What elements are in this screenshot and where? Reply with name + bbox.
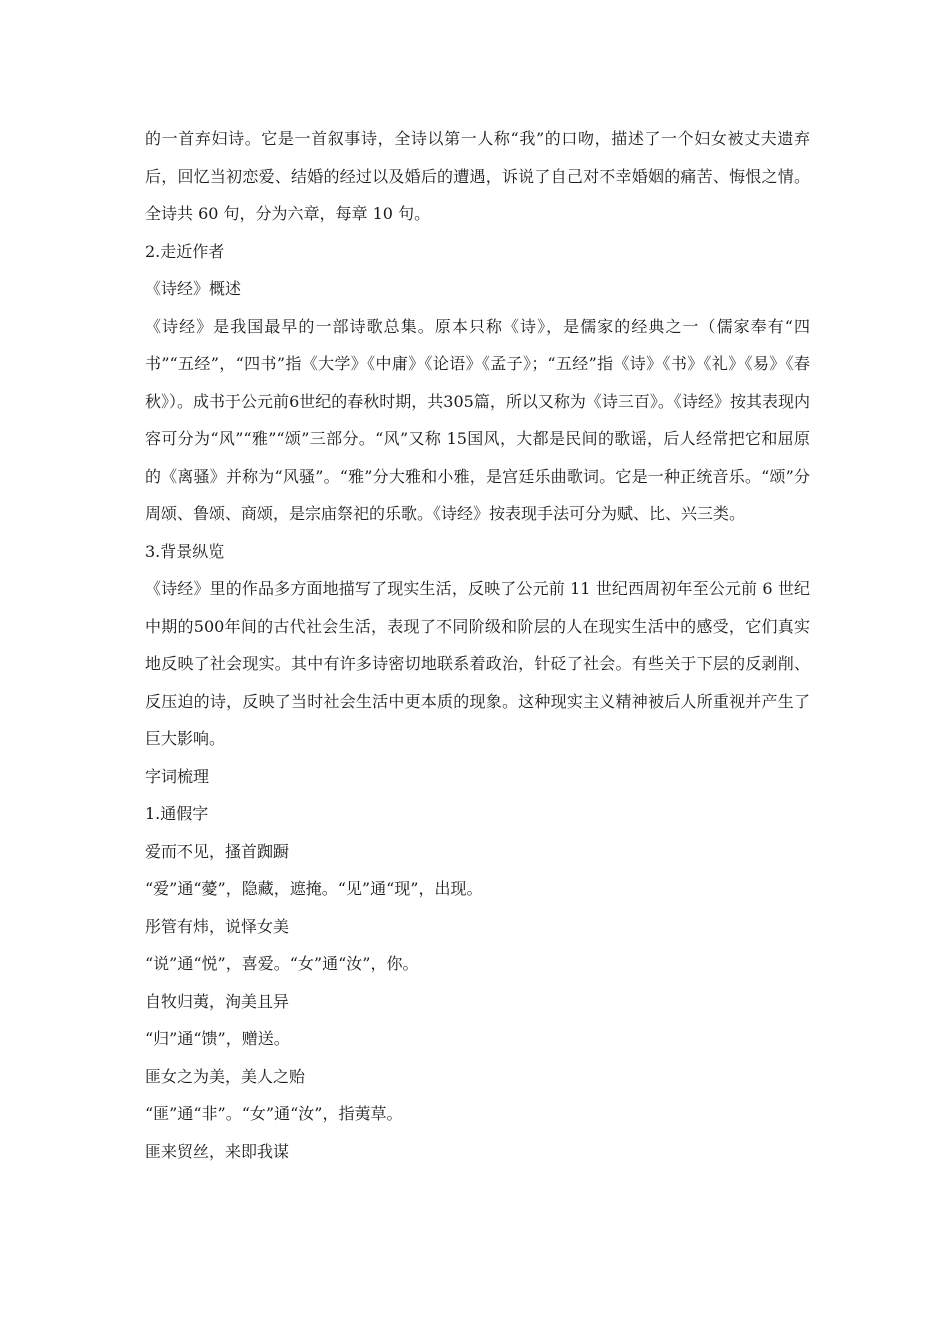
quote-line-2: 彤管有炜，说怿女美	[145, 916, 290, 936]
section-heading-background: 3.背景纵览	[145, 541, 225, 561]
quote-line-5: 匪来贸丝，来即我谋	[145, 1141, 290, 1161]
subheading-tongjiazi: 1.通假字	[145, 804, 209, 823]
section-heading-author: 2.走近作者	[145, 241, 225, 261]
document-page	[145, 120, 810, 1170]
explanation-line-3: “归”通“馈”，赠送。	[145, 1029, 290, 1048]
quote-line-4: 匪女之为美，美人之贻	[145, 1066, 306, 1086]
background-paragraph: 《诗经》里的作品多方面地描写了现实生活，反映了公元前 11 世纪西周初年至公元前 6 世纪中期的500年间的古代社会生活，表现了不同阶级和阶层的人在现实生活中的感受，它们真实地反映了社会现实。其中有许多诗密切地联系着政治，针砭了社会。有些关于下层的反剥削、反压迫的诗，反映了当时社会生活中更本质的现象。这种现实主义精神被后人所重视并产生了巨大影响。	[145, 579, 810, 748]
explanation-line-1: “爱”通“薆”，隐藏，遮掩。“见”通“现”，出现。	[145, 879, 483, 898]
explanation-line-4: “匪”通“非”。“女”通“汝”，指荑草。	[145, 1104, 403, 1123]
quote-line-1: 爱而不见，搔首踟蹰	[145, 841, 290, 861]
quote-line-3: 自牧归荑，洵美且异	[145, 991, 290, 1011]
section-heading-vocab: 字词梳理	[145, 766, 210, 786]
subheading-shijing-overview: 《诗经》概述	[145, 279, 242, 298]
intro-paragraph: 的一首弃妇诗。它是一首叙事诗，全诗以第一人称“我”的口吻，描述了一个妇女被丈夫遗弃后，回忆当初恋爱、结婚的经过以及婚后的遭遇，诉说了自己对不幸婚姻的痛苦、悔恨之情。全诗共 60 句，分为六章，每章 10 句。	[145, 129, 810, 223]
shijing-overview-paragraph: 《诗经》是我国最早的一部诗歌总集。原本只称《诗》，是儒家的经典之一（儒家奉有“四书”“五经”，“四书”指《大学》《中庸》《论语》《孟子》；“五经”指《诗》《书》《礼》《易》《春秋》）。成书于公元前6世纪的春秋时期，共305篇，所以又称为《诗三百》。《诗经》按其表现内容可分为“风”“雅”“颂”三部分。“风”又称 15国风，大都是民间的歌谣，后人经常把它和屈原的《离骚》并称为“风骚”。“雅”分大雅和小雅，是宫廷乐曲歌词。它是一种正统音乐。“颂”分周颂、鲁颂、商颂，是宗庙祭祀的乐歌。《诗经》按表现手法可分为赋、比、兴三类。	[145, 316, 810, 523]
explanation-line-2: “说”通“悦”，喜爱。“女”通“汝”，你。	[145, 954, 419, 973]
